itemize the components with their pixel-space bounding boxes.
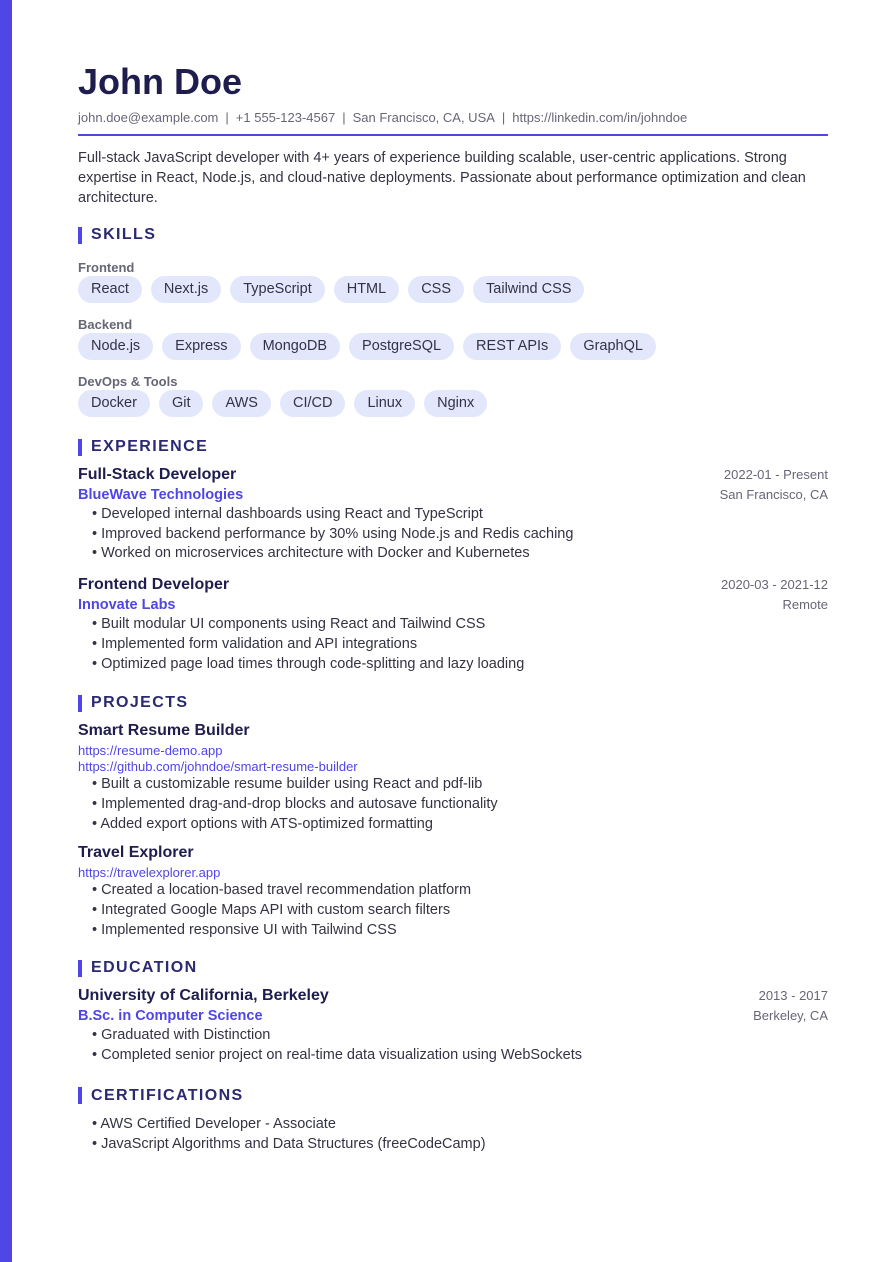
list-item: • JavaScript Algorithms and Data Structures (freeCodeCamp)	[92, 1135, 828, 1155]
skill-group	[78, 374, 828, 417]
list-item: • Built a customizable resume builder using React and pdf-lib	[92, 775, 828, 795]
skill-chip: REST APIs	[463, 333, 561, 360]
list-item: • Optimized page load times through code-splitting and lazy loading	[92, 655, 828, 675]
job-role: Frontend Developer	[78, 576, 230, 594]
list-item: • Implemented form validation and API integrations	[92, 635, 828, 655]
job-location: Remote	[782, 597, 828, 613]
section-marker	[78, 960, 82, 977]
contact-location: San Francisco, CA, USA	[352, 110, 495, 125]
list-item: • Completed senior project on real-time data visualization using WebSockets	[92, 1046, 828, 1066]
list-item: • Worked on microservices architecture with Docker and Kubernetes	[92, 544, 828, 564]
skill-chip: Express	[162, 333, 240, 360]
skill-chip: React	[78, 276, 142, 303]
job-role: Full-Stack Developer	[78, 466, 237, 483]
skill-chip: Node.js	[78, 333, 153, 360]
skill-chip: PostgreSQL	[349, 333, 454, 360]
skill-chip: CI/CD	[280, 390, 345, 417]
education-bullets	[92, 1026, 828, 1065]
job-dates: 2020-03 - 2021-12	[721, 577, 828, 593]
education-school: University of California, Berkeley	[78, 987, 329, 1005]
contact-separator: |	[501, 110, 506, 125]
skill-group	[78, 260, 828, 303]
skill-group-label: Frontend	[78, 260, 135, 275]
projects-list	[78, 721, 828, 940]
contact-separator: |	[342, 110, 346, 125]
section-marker	[78, 227, 82, 244]
project-bullets	[92, 775, 828, 834]
skill-chip: MongoDB	[250, 333, 340, 360]
skill-chip: Docker	[78, 390, 150, 417]
list-item: • Improved backend performance by 30% using Node.js and Redis caching	[92, 525, 828, 545]
project-name: Travel Explorer	[78, 844, 194, 862]
skills-list	[78, 260, 828, 417]
section-title-experience	[78, 437, 828, 457]
left-accent-bar	[0, 0, 12, 1262]
job-company: BlueWave Technologies	[78, 487, 244, 503]
list-item: • Built modular UI components using React and Tailwind CSS	[92, 615, 828, 635]
skill-chip: Nginx	[424, 390, 487, 417]
skill-group-label: Backend	[78, 317, 133, 332]
list-item: • Added export options with ATS-optimized formatting	[92, 815, 828, 835]
section-title-skills	[78, 225, 828, 245]
list-item: • Integrated Google Maps API with custom search filters	[92, 901, 828, 921]
skill-chip: Git	[159, 390, 204, 417]
section-title-text: SKILLS	[91, 226, 157, 243]
job-bullets	[92, 505, 828, 564]
resume-page	[78, 60, 828, 1154]
project-name: Smart Resume Builder	[78, 722, 250, 740]
experience-entry	[78, 465, 828, 564]
contact-line	[78, 110, 828, 126]
section-marker	[78, 695, 82, 712]
contact-separator: |	[225, 110, 229, 125]
education-location: Berkeley, CA	[753, 1008, 828, 1024]
section-title-certifications	[78, 1086, 828, 1106]
list-item: • Graduated with Distinction	[92, 1026, 828, 1046]
skill-chip: Linux	[354, 390, 415, 417]
skill-chips	[78, 333, 828, 360]
job-dates: 2022-01 - Present	[723, 467, 828, 482]
project-link[interactable]: https://travelexplorer.app	[78, 865, 221, 881]
education-dates: 2013 - 2017	[758, 988, 828, 1004]
experience-header-row	[78, 575, 828, 595]
experience-list	[78, 465, 828, 674]
education-entry	[78, 986, 828, 1065]
section-title-projects	[78, 693, 828, 713]
certifications-list	[92, 1115, 828, 1154]
candidate-name: John Doe	[78, 61, 243, 102]
section-title-text: PROJECTS	[91, 694, 189, 712]
skill-chip: AWS	[212, 390, 271, 417]
contact-phone[interactable]: +1 555-123-4567	[235, 110, 336, 125]
project-link[interactable]: https://github.com/johndoe/smart-resume-builder	[78, 759, 358, 775]
section-title-text: CERTIFICATIONS	[91, 1086, 244, 1104]
job-company: Innovate Labs	[78, 597, 176, 614]
list-item: • Implemented responsive UI with Tailwind CSS	[92, 921, 828, 941]
project-bullets	[92, 881, 828, 940]
skill-chip: GraphQL	[570, 333, 656, 360]
summary-paragraph: Full-stack JavaScript developer with 4+ years of experience building scalable, user-centric applications. Strong expertise in React, Node.js, and cloud-native deployments. Passionate about performance optimization and clean architecture.	[78, 150, 806, 206]
experience-sub-row	[78, 485, 828, 505]
skill-chip: Tailwind CSS	[473, 276, 584, 303]
list-item: • AWS Certified Developer - Associate	[92, 1115, 828, 1135]
skill-group	[78, 317, 828, 360]
section-marker	[78, 1087, 82, 1104]
skill-chips	[78, 276, 828, 303]
skill-chip: Next.js	[151, 276, 221, 303]
list-item: • Created a location-based travel recommendation platform	[92, 881, 828, 901]
experience-sub-row	[78, 595, 828, 615]
job-bullets	[92, 615, 828, 674]
project-entry	[78, 843, 828, 940]
experience-header-row	[78, 465, 828, 485]
skill-chips	[78, 390, 828, 417]
skill-chip: TypeScript	[230, 276, 325, 303]
section-marker	[78, 439, 82, 456]
section-title-text: EXPERIENCE	[91, 438, 209, 455]
list-item: • Implemented drag-and-drop blocks and autosave functionality	[92, 795, 828, 815]
job-location: San Francisco, CA	[719, 487, 828, 502]
section-title-education	[78, 958, 828, 978]
header-divider	[78, 134, 828, 136]
project-entry	[78, 721, 828, 834]
section-title-text: EDUCATION	[91, 959, 198, 977]
experience-entry	[78, 575, 828, 674]
skill-group-label: DevOps & Tools	[78, 374, 178, 389]
contact-linkedin[interactable]: https://linkedin.com/in/johndoe	[512, 110, 688, 125]
skill-chip: HTML	[334, 276, 399, 303]
skill-chip: CSS	[408, 276, 464, 303]
contact-email[interactable]: john.doe@example.com	[78, 110, 219, 125]
project-link[interactable]: https://resume-demo.app	[78, 743, 223, 759]
list-item: • Developed internal dashboards using React and TypeScript	[92, 505, 828, 525]
education-degree: B.Sc. in Computer Science	[78, 1008, 263, 1025]
